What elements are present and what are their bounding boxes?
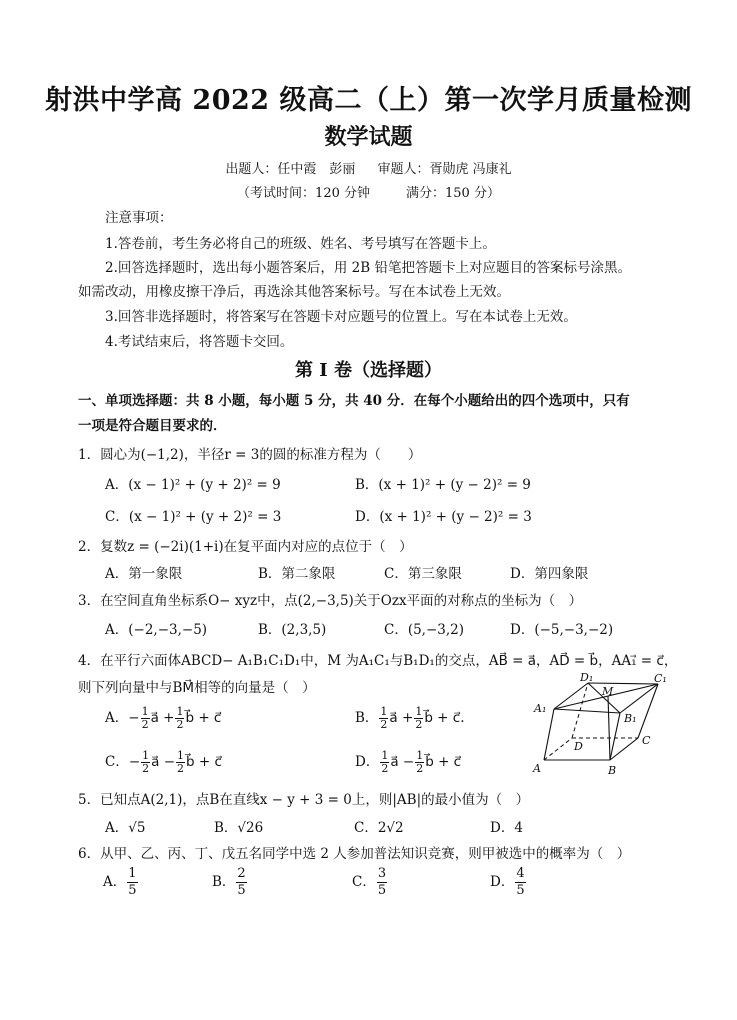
parallelepiped-figure (530, 672, 670, 777)
section-title: 第 I 卷（选择题） (295, 360, 442, 381)
edge-aa1 (544, 709, 554, 760)
fraction: $\frac{4}{5}$ (516, 866, 525, 898)
label-b1: B₁ (624, 712, 637, 725)
fraction: $\frac{1}{2}$ (380, 705, 388, 731)
exam-score: 满分：150 分） (406, 186, 500, 201)
fraction: $\frac{1}{2}$ (141, 705, 149, 731)
q5-option-a: A．√5 (105, 820, 146, 836)
label-m: M (602, 685, 614, 698)
q2-option-d: D．第四象限 (510, 566, 589, 582)
label-a: A (533, 762, 541, 775)
q4-option-d: D． $\frac{1}{2}$ a⃗ − $\frac{1}{2}$ b⃗ + c⃗ (355, 749, 462, 775)
q4-option-b: B． $\frac{1}{2}$ a⃗ + $\frac{1}{2}$ b⃗ + c⃗. (355, 705, 465, 731)
edge-a1b1 (554, 709, 620, 713)
exam-subject: 数学试题 (324, 124, 413, 150)
authors-line (0, 158, 737, 177)
reviewers-label: 审题人：胥勋虎 冯康礼 (377, 162, 512, 177)
notice-item-2: 2.回答选择题时，选出每小题答案后，用 2B 铅笔把答题卡上对应题目的答案标号涂黑。 (105, 260, 631, 276)
q6-option-c: C． $\frac{3}{5}$ (352, 866, 387, 898)
q6-option-a: A． $\frac{1}{5}$ (103, 866, 137, 898)
question-2-stem: 2．复数z = (−2i)(1+i)在复平面内对应的点位于（ ） (78, 539, 413, 555)
label-d1: D₁ (580, 672, 594, 684)
fraction: $\frac{1}{2}$ (415, 705, 423, 731)
label-c: C (642, 734, 651, 747)
makers-label: 出题人：任中霞 彭丽 (225, 162, 356, 177)
fraction: $\frac{1}{2}$ (176, 705, 184, 731)
q4-option-c: C．− $\frac{1}{2}$ a⃗ − $\frac{1}{2}$ b⃗ + c⃗ (105, 749, 222, 775)
fraction: $\frac{1}{2}$ (416, 749, 424, 775)
q5-option-c: C．2√2 (354, 820, 404, 836)
fraction: $\frac{2}{5}$ (237, 866, 246, 898)
fraction: $\frac{1}{2}$ (381, 749, 389, 775)
q6-option-b: B． $\frac{2}{5}$ (212, 866, 246, 898)
segment-bm (608, 696, 610, 760)
q1-option-b: B．(x + 1)² + (y − 2)² = 9 (355, 477, 531, 493)
question-6-stem: 6．从甲、乙、丙、丁、戊五名同学中选 2 人参加普法知识竞赛，则甲被选中的概率为（ ） (78, 846, 631, 862)
notice-item-4: 4.考试结束后，将答题卡交回。 (105, 334, 294, 350)
q5-option-b: B．√26 (214, 820, 264, 836)
notice-item-3: 3.回答非选择题时，将答案写在答题卡对应题号的位置上。写在本试卷上无效。 (105, 309, 577, 325)
q4-option-a: A．− $\frac{1}{2}$ a⃗ + $\frac{1}{2}$ b⃗ + c⃗ (105, 705, 222, 731)
label-c1: C₁ (654, 672, 667, 685)
question-5-stem: 5．已知点A(2,1)，点B在直线x − y + 3 = 0上，则|AB|的最小值为（ ） (78, 792, 530, 808)
exam-title: 射洪中学高 2022 级高二（上）第一次学月质量检测 (45, 85, 692, 116)
label-a1: A₁ (534, 702, 547, 715)
time-score-line (0, 182, 737, 201)
q2-option-c: C．第三象限 (384, 566, 462, 582)
question-3-stem: 3．在空间直角坐标系O− xyz中，点(2,−3,5)关于Ozx平面的对称点的坐标为（ ） (78, 593, 583, 609)
question-4-stem-cont: 则下列向量中与BM⃗相等的向量是（ ） (78, 680, 316, 696)
fraction: $\frac{1}{2}$ (142, 749, 150, 775)
notice-heading: 注意事项： (105, 210, 173, 226)
fraction: $\frac{1}{2}$ (177, 749, 185, 775)
notice-item-2-cont: 如需改动，用橡皮擦干净后，再选涂其他答案标号。写在本试卷上无效。 (78, 284, 510, 300)
q1-option-a: A．(x − 1)² + (y + 2)² = 9 (105, 477, 281, 493)
q6-option-d: D． $\frac{4}{5}$ (490, 866, 525, 898)
q1-option-d: D．(x + 1)² + (y − 2)² = 3 (355, 509, 532, 525)
section-instruction-cont: 一项是符合题目要求的． (78, 418, 227, 434)
q2-option-b: B．第二象限 (258, 566, 336, 582)
q5-option-d: D．4 (490, 820, 523, 836)
label-d: D (574, 740, 583, 753)
question-4-stem: 4．在平行六面体ABCD− A₁B₁C₁D₁中，M 为A₁C₁与B₁D₁的交点，AB⃗ = a⃗，AD⃗ = b⃗，AA₁⃗ = c⃗， (78, 653, 678, 669)
q3-option-b: B．(2,3,5) (258, 622, 327, 638)
notice-item-1: 1.答卷前，考生务必将自己的班级、姓名、考号填写在答题卡上。 (105, 236, 496, 252)
question-1-stem: 1．圆心为(−1,2)，半径r = 3的圆的标准方程为（ ） (78, 447, 422, 463)
q3-option-a: A．(−2,−3,−5) (105, 622, 208, 638)
q2-option-a: A．第一象限 (105, 566, 183, 582)
edge-c1d1 (588, 683, 658, 684)
q1-option-c: C．(x − 1)² + (y + 2)² = 3 (105, 509, 282, 525)
fraction: $\frac{3}{5}$ (377, 866, 387, 898)
exam-time: （考试时间：120 分钟 (237, 186, 370, 201)
section-instruction: 一、单项选择题：共 8 小题，每小题 5 分，共 40 分．在每个小题给出的四个选项中，只有 (78, 393, 630, 409)
label-b: B (608, 764, 617, 777)
q3-option-c: C．(5,−3,2) (384, 622, 465, 638)
fraction: $\frac{1}{5}$ (128, 866, 137, 898)
q3-option-d: D．(−5,−3,−2) (510, 622, 614, 638)
